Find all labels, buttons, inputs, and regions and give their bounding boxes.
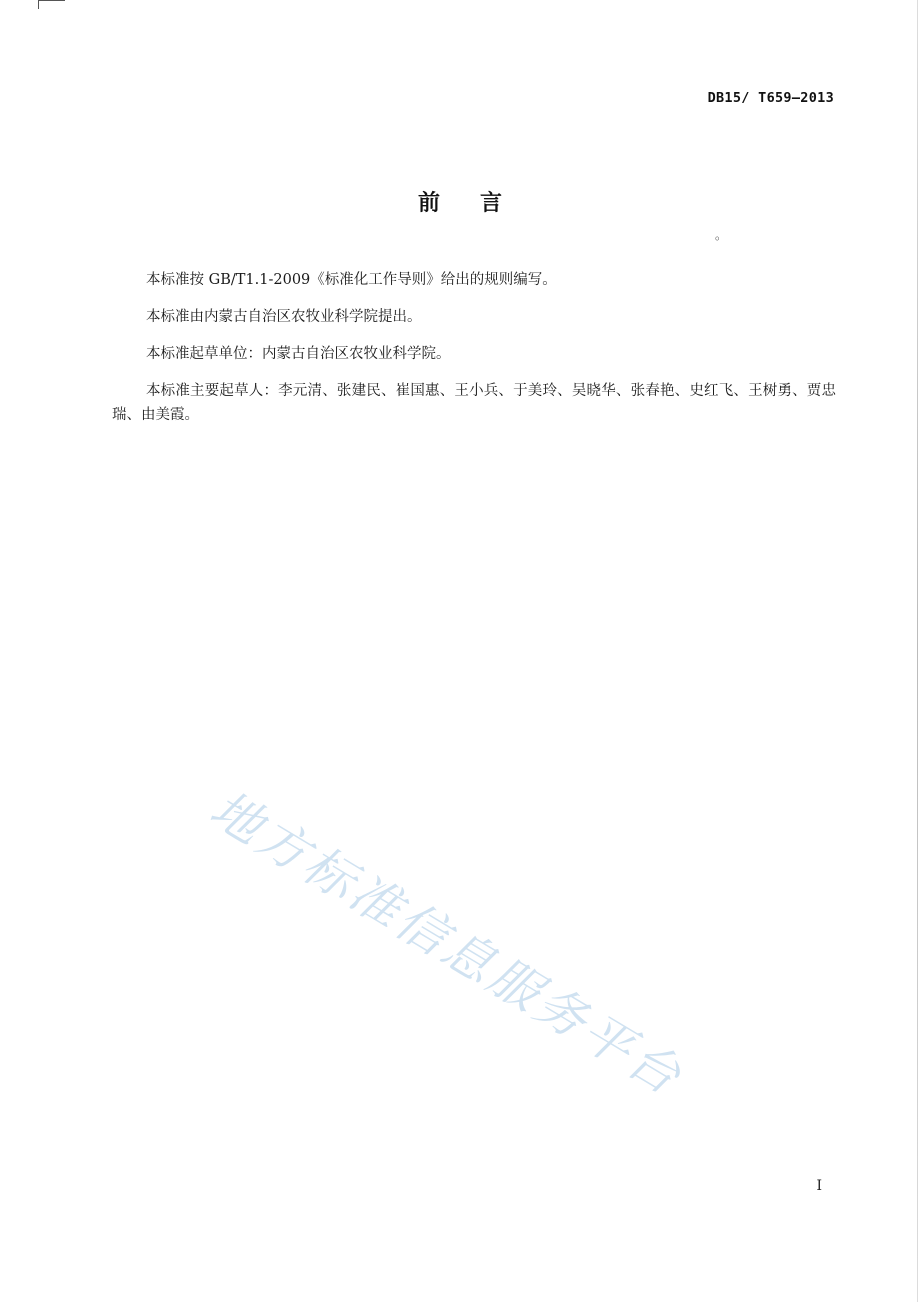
- paragraph-drafters: 本标准主要起草人：李元清、张建民、崔国惠、王小兵、于美玲、吴晓华、张春艳、史红飞、王树勇、贾忠瑞、由美霞。: [112, 383, 836, 423]
- watermark-text: 地方标准信息服务平台: [200, 779, 694, 1108]
- body-text: [112, 268, 836, 440]
- stray-mark: 。: [715, 228, 728, 242]
- paragraph-drafting-rules: 本标准按 GB/T1.1-2009《标准化工作导则》给出的规则编写。: [146, 272, 557, 288]
- paragraph-proposer: 本标准由内蒙古自治区农牧业科学院提出。: [146, 309, 422, 325]
- paragraph-drafting-unit: 本标准起草单位：内蒙古自治区农牧业科学院。: [146, 346, 451, 362]
- page-number: I: [816, 1178, 822, 1194]
- scan-corner-mark: [38, 0, 65, 9]
- page-title: 前言: [417, 191, 542, 216]
- document-code: DB15/ T659—2013: [707, 90, 834, 106]
